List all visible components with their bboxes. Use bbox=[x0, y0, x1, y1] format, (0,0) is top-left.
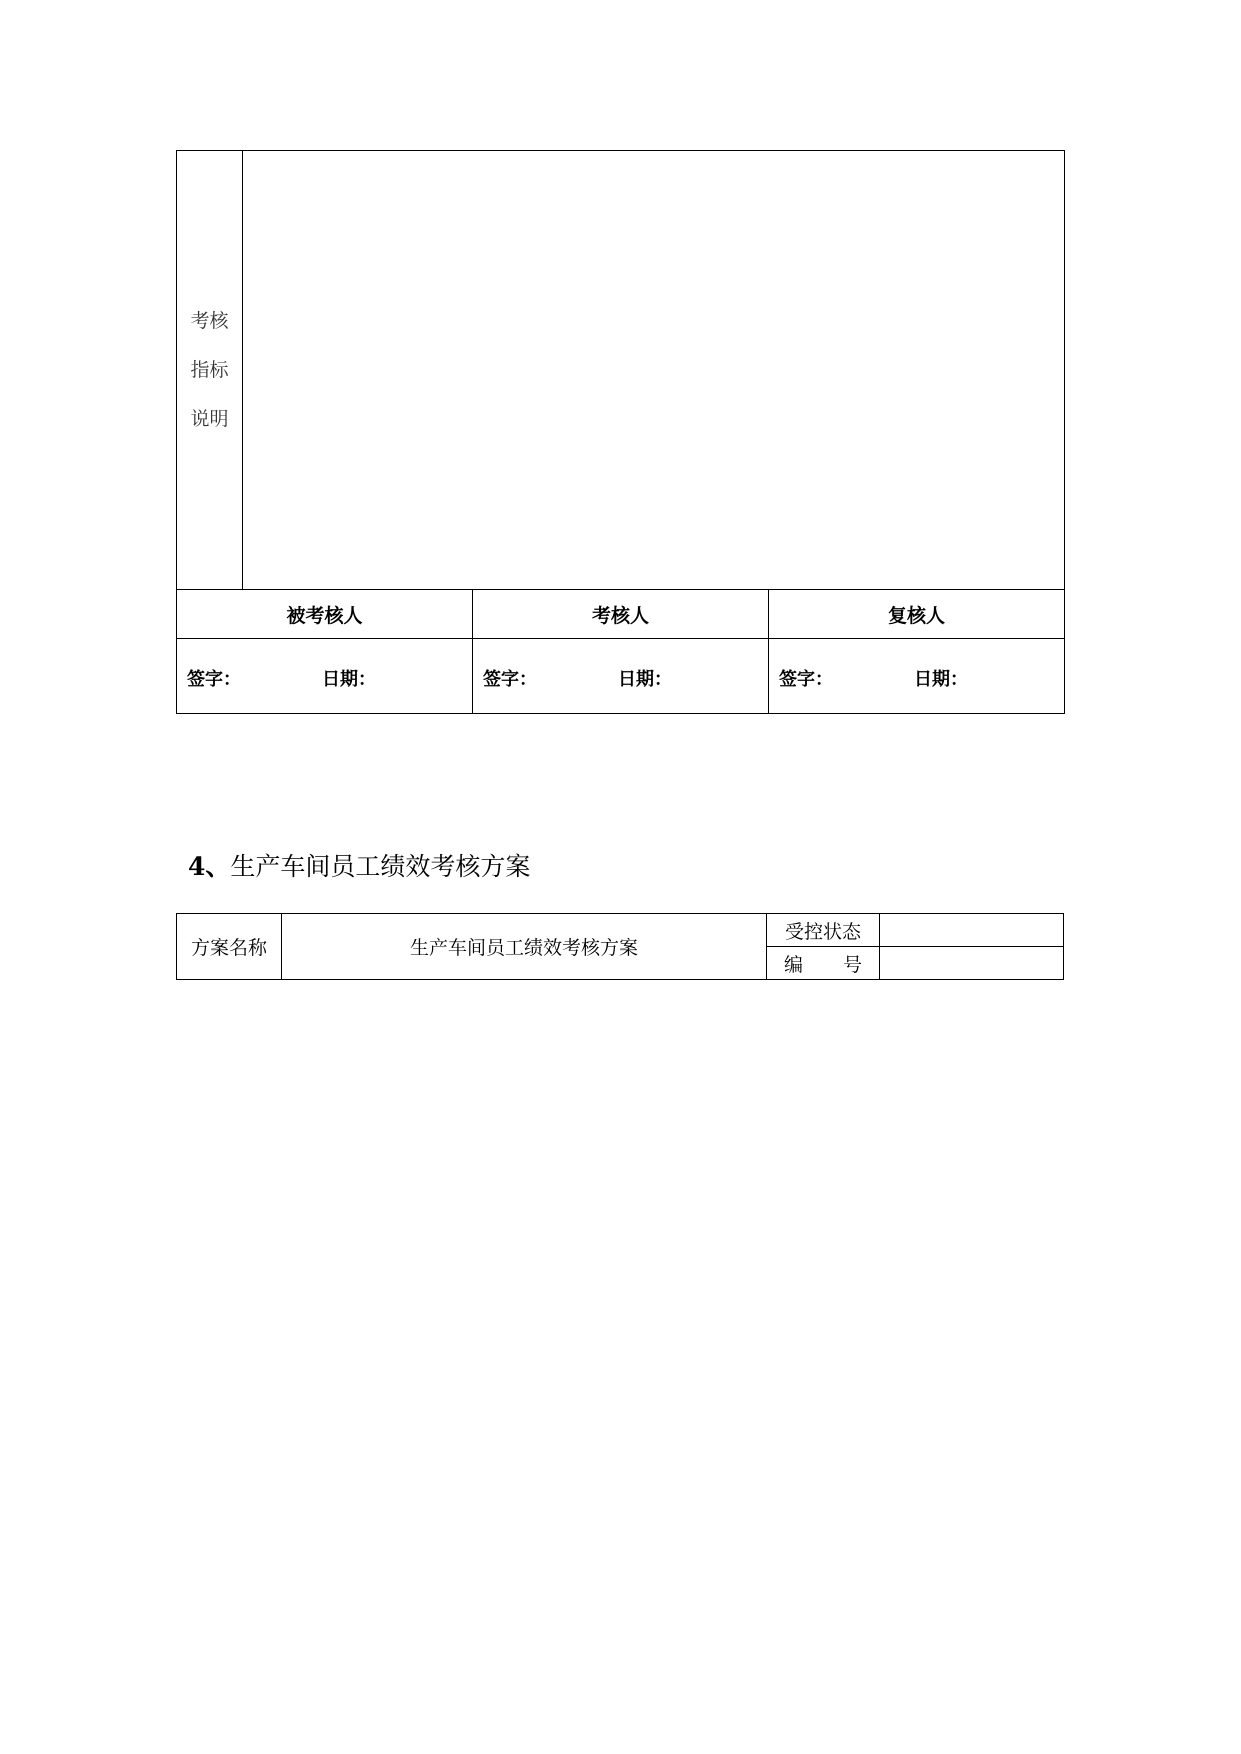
plan-info-row-1 bbox=[177, 914, 1064, 947]
description-label-cell bbox=[177, 151, 243, 590]
control-status-value[interactable] bbox=[880, 914, 1064, 947]
date-label: 日期： bbox=[322, 669, 376, 690]
number-label-left: 编 bbox=[783, 953, 803, 976]
section-number: 4、 bbox=[188, 852, 231, 881]
section-heading bbox=[188, 847, 530, 883]
signature-label: 签字： bbox=[779, 669, 833, 690]
description-content-cell[interactable] bbox=[243, 151, 1065, 590]
control-status-label: 受控状态 bbox=[767, 914, 880, 947]
description-label-line: 指标 bbox=[190, 358, 229, 381]
reviewer-signature-cell[interactable] bbox=[769, 639, 1065, 714]
assessee-signature-cell[interactable] bbox=[177, 639, 473, 714]
number-value[interactable] bbox=[880, 947, 1064, 980]
description-row bbox=[177, 151, 1065, 590]
signature-label: 签字： bbox=[483, 669, 537, 690]
number-label bbox=[767, 947, 880, 980]
assessor-header: 考核人 bbox=[473, 590, 769, 639]
plan-name-label: 方案名称 bbox=[177, 914, 282, 980]
signature-row bbox=[177, 639, 1065, 714]
plan-info-table bbox=[176, 913, 1064, 980]
date-label: 日期： bbox=[618, 669, 672, 690]
section-title: 生产车间员工绩效考核方案 bbox=[230, 852, 531, 881]
assessee-header: 被考核人 bbox=[177, 590, 473, 639]
description-label-line: 说明 bbox=[190, 407, 229, 430]
description-label-line: 考核 bbox=[190, 309, 229, 332]
signature-label: 签字： bbox=[187, 669, 241, 690]
reviewer-header: 复核人 bbox=[769, 590, 1065, 639]
assessor-signature-cell[interactable] bbox=[473, 639, 769, 714]
roles-row bbox=[177, 590, 1065, 639]
assessment-table bbox=[176, 150, 1065, 714]
plan-name-value: 生产车间员工绩效考核方案 bbox=[282, 914, 767, 980]
number-label-right: 号 bbox=[843, 953, 863, 976]
date-label: 日期： bbox=[914, 669, 968, 690]
